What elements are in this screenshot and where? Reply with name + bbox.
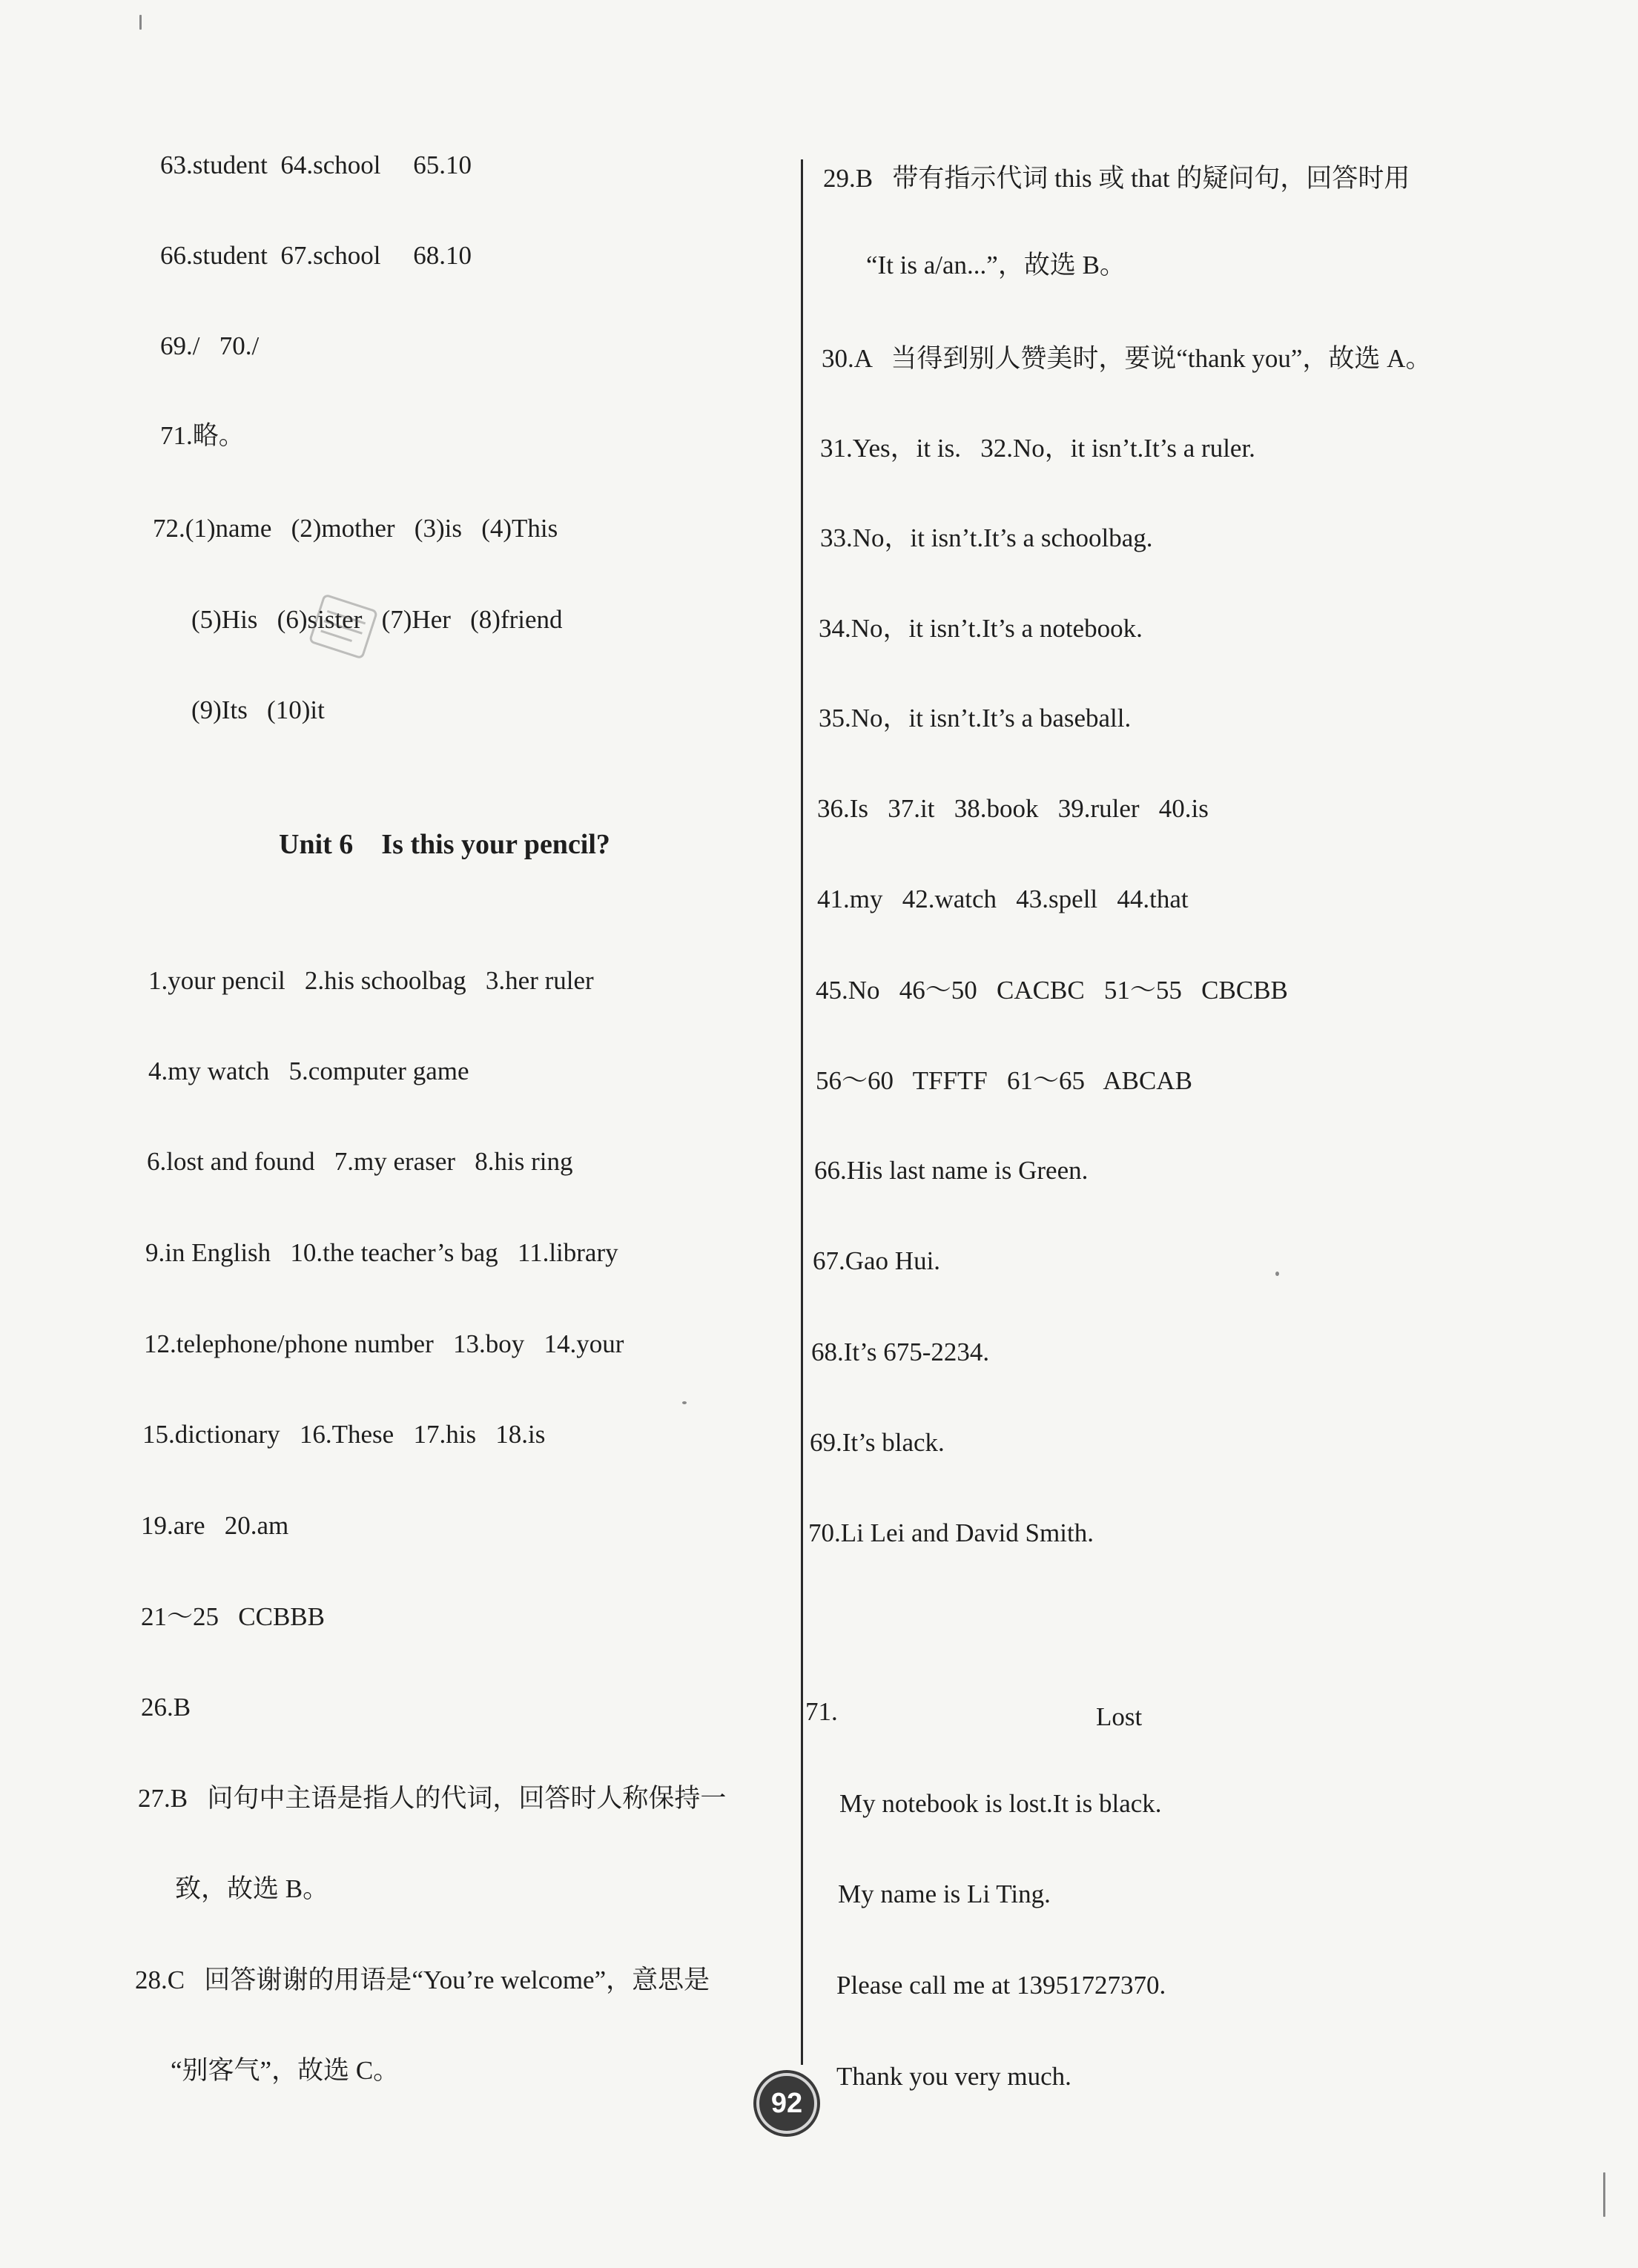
answer-line: 69./ 70./: [160, 331, 260, 360]
scan-speck: [1275, 1272, 1279, 1276]
answer-line: “It is a/an...”，故选 B。: [866, 251, 1126, 280]
answer-line: 41.my 42.watch 43.spell 44.that: [817, 885, 1189, 913]
answer-line: 12.telephone/phone number 13.boy 14.your: [144, 1329, 624, 1358]
answer-line: 19.are 20.am: [141, 1511, 289, 1540]
answer-line: 31.Yes，it is. 32.No，it isn’t.It’s a ruler.: [820, 434, 1255, 463]
answer-line: 4.my watch 5.computer game: [148, 1057, 469, 1085]
answer-line: 26.B: [141, 1693, 191, 1722]
answer-line: 36.Is 37.it 38.book 39.ruler 40.is: [817, 794, 1209, 823]
answer-line: 34.No，it isn’t.It’s a notebook.: [819, 614, 1143, 643]
answer-line: 56～60 TFFTF 61～65 ABCAB: [816, 1066, 1192, 1095]
scan-speck: [1603, 2172, 1605, 2217]
notice-number: 71.: [805, 1697, 838, 1726]
answer-line: 63.student 64.school 65.10: [160, 151, 472, 179]
answer-line: 66.student 67.school 68.10: [160, 241, 472, 270]
answer-line: 1.your pencil 2.his schoolbag 3.her ruler: [148, 966, 594, 995]
answer-line: 15.dictionary 16.These 17.his 18.is: [142, 1420, 546, 1449]
answer-line: 21～25 CCBBB: [141, 1602, 325, 1631]
answer-line: 71.略。: [160, 421, 245, 450]
answer-line: 33.No，it isn’t.It’s a schoolbag.: [820, 523, 1153, 552]
answer-line: 27.B 问句中主语是指人的代词，回答时人称保持一: [138, 1784, 727, 1813]
answer-line: (5)His (6)sister (7)Her (8)friend: [191, 605, 563, 634]
answer-line: 45.No 46～50 CACBC 51～55 CBCBB: [816, 976, 1288, 1005]
notice-line: Thank you very much.: [836, 2062, 1071, 2091]
answer-line: 6.lost and found 7.my eraser 8.his ring: [147, 1147, 573, 1176]
scan-speck: [139, 15, 142, 30]
answer-line: 67.Gao Hui.: [813, 1246, 941, 1275]
page-number-badge: 92: [756, 2073, 817, 2134]
unit-title: Unit 6 Is this your pencil?: [279, 829, 610, 860]
column-divider: [801, 159, 803, 2065]
answer-line: (9)Its (10)it: [191, 695, 325, 724]
answer-line: 70.Li Lei and David Smith.: [808, 1518, 1094, 1547]
answer-line: 致，故选 B。: [175, 1874, 329, 1903]
notice-line: My name is Li Ting.: [838, 1879, 1051, 1908]
answer-line: “别客气”，故选 C。: [171, 2056, 400, 2085]
answer-line: 30.A 当得到别人赞美时，要说“thank you”，故选 A。: [822, 344, 1432, 373]
notice-line: My notebook is lost.It is black.: [839, 1789, 1162, 1818]
notice-title: Lost: [1096, 1702, 1143, 1731]
answer-line: 68.It’s 675-2234.: [811, 1338, 990, 1366]
answer-line: 29.B 带有指示代词 this 或 that 的疑问句，回答时用: [823, 164, 1410, 193]
answer-line: 28.C 回答谢谢的用语是“You’re welcome”，意思是: [135, 1966, 710, 1994]
answer-line: 72.(1)name (2)mother (3)is (4)This: [153, 514, 558, 543]
answer-line: 35.No，it isn’t.It’s a baseball.: [819, 704, 1132, 733]
answer-line: 9.in English 10.the teacher’s bag 11.library: [145, 1238, 618, 1267]
stamp-seal-icon: [303, 586, 384, 667]
scan-speck: [682, 1401, 687, 1404]
answer-line: 66.His last name is Green.: [814, 1156, 1089, 1185]
notice-line: Please call me at 13951727370.: [836, 1971, 1166, 2000]
answer-line: 69.It’s black.: [810, 1428, 945, 1457]
